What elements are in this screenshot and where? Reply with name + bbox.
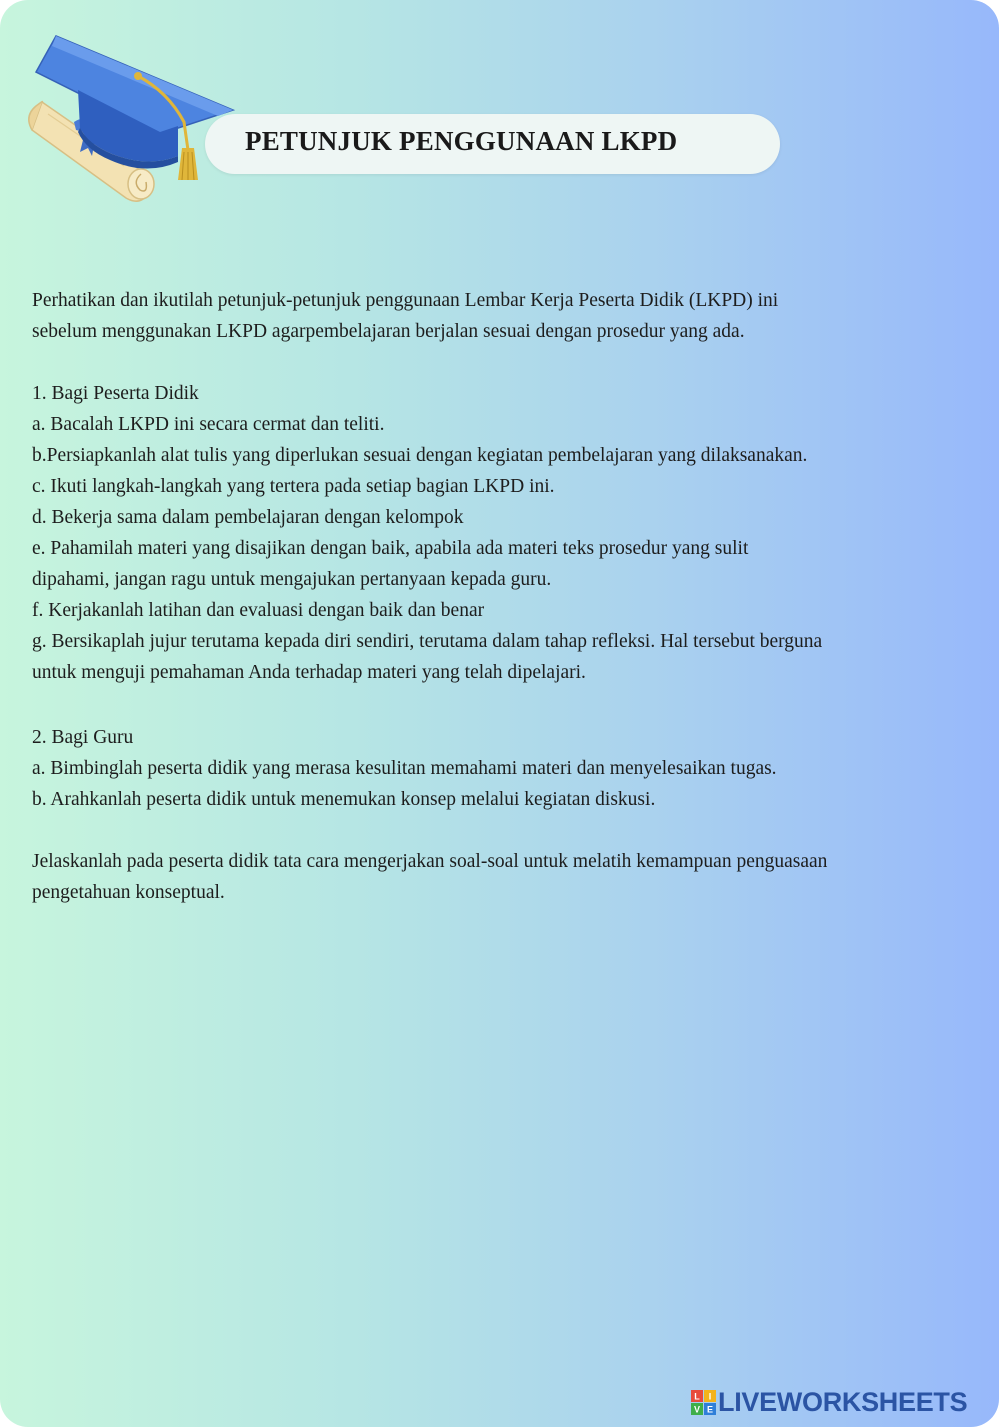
list-item: f. Kerjakanlah latihan dan evaluasi dengan baik dan benar (32, 600, 485, 621)
svg-text:V: V (693, 1404, 701, 1414)
list-item: e. Pahamilah materi yang disajikan dengan baik, apabila ada materi teks prosedur yang sulit (32, 538, 749, 559)
section-heading: 2. Bagi Guru (32, 727, 134, 748)
closing-line: pengetahuan konseptual. (32, 882, 225, 903)
section-heading: 1. Bagi Peserta Didik (32, 383, 199, 404)
list-item: dipahami, jangan ragu untuk mengajukan pertanyaan kepada guru. (32, 569, 552, 590)
liveworksheets-logo-text: LIVEWORKSHEETS (718, 1386, 968, 1417)
svg-text:E: E (706, 1404, 714, 1414)
instructions-body (32, 285, 977, 908)
liveworksheets-logo[interactable] (691, 1387, 967, 1417)
liveworksheets-logo-icon (691, 1390, 716, 1415)
page-title: PETUNJUK PENGGUNAAN LKPD (245, 126, 678, 156)
list-item: b. Arahkanlah peserta didik untuk menemukan konsep melalui kegiatan diskusi. (32, 789, 656, 810)
list-item: c. Ikuti langkah-langkah yang tertera pada setiap bagian LKPD ini. (32, 476, 555, 497)
svg-text:I: I (708, 1391, 712, 1401)
svg-text:L: L (694, 1391, 700, 1401)
section-guru (32, 722, 977, 815)
list-item: untuk menguji pemahaman Anda terhadap materi yang telah dipelajari. (32, 662, 586, 683)
section-peserta-didik (32, 378, 977, 688)
graduation-cap-icon (28, 30, 243, 205)
list-item: a. Bacalah LKPD ini secara cermat dan teliti. (32, 414, 385, 435)
closing-paragraph (32, 846, 977, 908)
list-item: d. Bekerja sama dalam pembelajaran dengan kelompok (32, 507, 464, 528)
list-item: g. Bersikaplah jujur terutama kepada diri sendiri, terutama dalam tahap refleksi. Hal tersebut berguna (32, 631, 823, 652)
list-item: a. Bimbinglah peserta didik yang merasa kesulitan memahami materi dan menyelesaikan tugas. (32, 758, 777, 779)
title-banner (205, 114, 780, 174)
intro-line: Perhatikan dan ikutilah petunjuk-petunjuk penggunaan Lembar Kerja Peserta Didik (LKPD) ini (32, 290, 779, 311)
list-item: b.Persiapkanlah alat tulis yang diperlukan sesuai dengan kegiatan pembelajaran yang dilaksanakan. (32, 445, 808, 466)
intro-line: sebelum menggunakan LKPD agarpembelajaran berjalan sesuai dengan prosedur yang ada. (32, 321, 745, 342)
intro-paragraph (32, 285, 977, 347)
closing-line: Jelaskanlah pada peserta didik tata cara mengerjakan soal-soal untuk melatih kemampuan penguasaan (32, 851, 828, 872)
